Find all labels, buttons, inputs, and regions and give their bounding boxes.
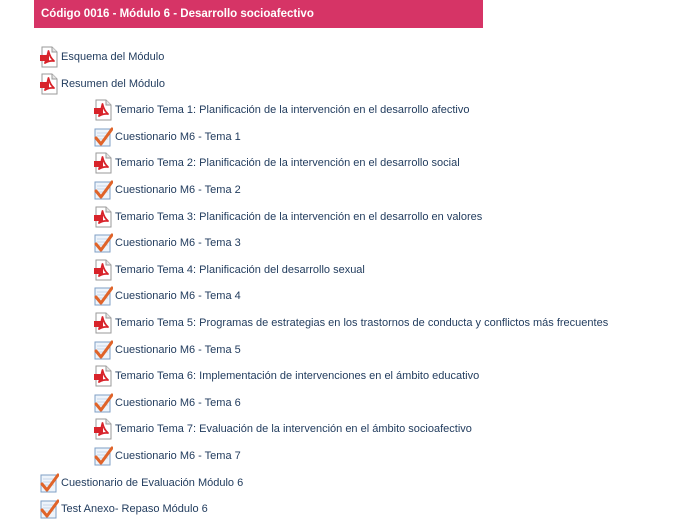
resource-link-item[interactable] (93, 98, 469, 122)
resource-link-item[interactable] (93, 151, 460, 175)
resource-link-item[interactable] (93, 284, 241, 308)
resource-link-label[interactable]: Cuestionario M6 - Tema 7 (115, 450, 241, 462)
quiz-check-icon (93, 126, 113, 148)
resource-link-label[interactable]: Cuestionario M6 - Tema 2 (115, 184, 241, 196)
resource-link-item[interactable] (93, 205, 482, 229)
resource-link-item[interactable] (93, 417, 472, 441)
pdf-icon (39, 73, 59, 95)
quiz-check-icon (93, 339, 113, 361)
resource-link-item[interactable] (93, 231, 241, 255)
resource-link-item[interactable] (39, 471, 243, 495)
pdf-icon (93, 259, 113, 281)
resource-link-item[interactable] (93, 258, 365, 282)
resource-link-item[interactable] (39, 72, 165, 96)
resource-link-item[interactable] (93, 125, 241, 149)
resource-link-label[interactable]: Esquema del Módulo (61, 51, 165, 63)
pdf-icon (93, 365, 113, 387)
resource-link-label[interactable]: Cuestionario M6 - Tema 3 (115, 237, 241, 250)
pdf-icon (93, 152, 113, 174)
resource-link-item[interactable] (93, 178, 241, 202)
resource-link-label[interactable]: Temario Tema 5: Programas de estrategias en los trastornos de conducta y conflictos más frecuentes (115, 317, 609, 329)
resource-link-label[interactable]: Temario Tema 7: Evaluación de la intervención en el ámbito socioafectivo (115, 423, 472, 436)
resource-link-label[interactable]: Resumen del Módulo (61, 77, 165, 90)
module-title-bar (34, 0, 483, 28)
resource-link-item[interactable] (93, 338, 241, 362)
resource-link-label[interactable]: Cuestionario M6 - Tema 6 (115, 396, 241, 409)
quiz-check-icon (93, 392, 113, 414)
resource-link-label[interactable]: Temario Tema 3: Planificación de la intervención en el desarrollo en valores (115, 210, 483, 223)
resource-link-label[interactable]: Temario Tema 6: Implementación de intervenciones en el ámbito educativo (115, 370, 480, 383)
module-title: Código 0016 - Módulo 6 - Desarrollo socioafectivo (41, 8, 314, 20)
resource-link-item[interactable] (39, 497, 208, 521)
resource-link-label[interactable]: Temario Tema 1: Planificación de la intervención en el desarrollo afectivo (115, 104, 470, 117)
resource-link-item[interactable] (93, 364, 479, 388)
quiz-check-icon (39, 498, 59, 520)
quiz-check-icon (93, 445, 113, 467)
resource-link-item[interactable] (93, 311, 608, 335)
resource-link-item[interactable] (93, 444, 241, 468)
quiz-check-icon (93, 232, 113, 254)
resource-link-label[interactable]: Cuestionario de Evaluación Módulo 6 (61, 476, 244, 489)
resource-link-label[interactable]: Temario Tema 2: Planificación de la intervención en el desarrollo social (115, 157, 460, 170)
resource-link-label[interactable]: Cuestionario M6 - Tema 5 (115, 343, 241, 356)
quiz-check-icon (93, 285, 113, 307)
resource-link-item[interactable] (39, 45, 164, 69)
pdf-icon (93, 418, 113, 440)
quiz-check-icon (39, 472, 59, 494)
pdf-icon (39, 46, 59, 68)
pdf-icon (93, 206, 113, 228)
resource-link-label[interactable]: Cuestionario M6 - Tema 1 (115, 130, 241, 143)
resource-link-item[interactable] (93, 391, 241, 415)
resource-link-label[interactable]: Test Anexo- Repaso Módulo 6 (61, 503, 208, 516)
resource-link-label[interactable]: Cuestionario M6 - Tema 4 (115, 290, 241, 303)
quiz-check-icon (93, 179, 113, 201)
pdf-icon (93, 99, 113, 121)
resource-link-label[interactable]: Temario Tema 4: Planificación del desarrollo sexual (115, 263, 365, 276)
pdf-icon (93, 312, 113, 334)
